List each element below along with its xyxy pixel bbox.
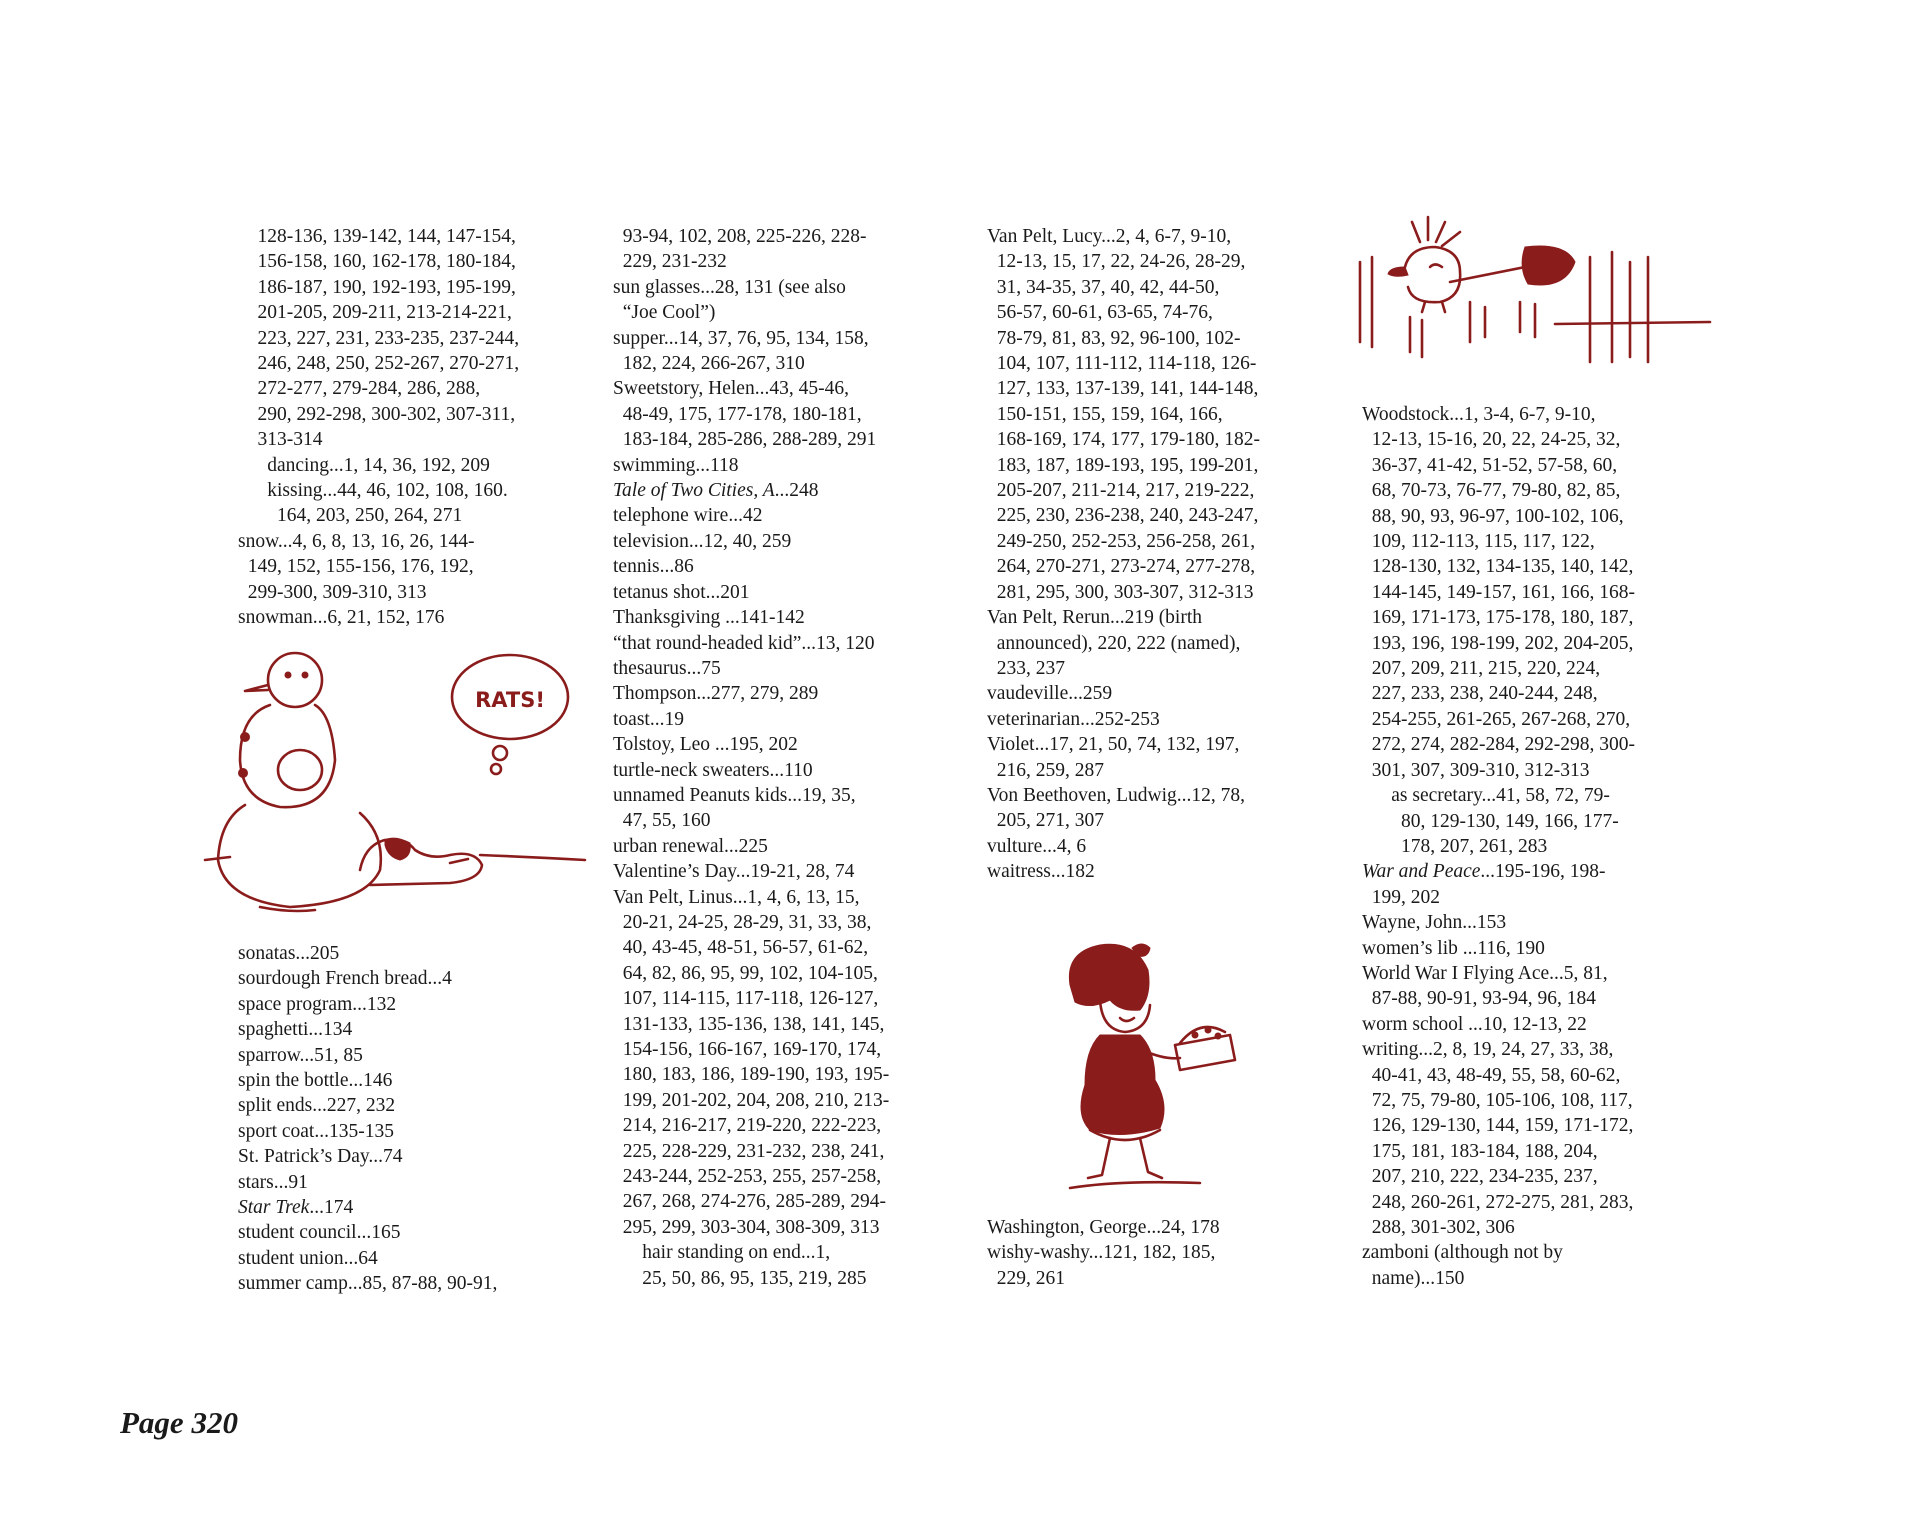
index-line: 246, 248, 250, 252-267, 270-271,	[238, 353, 520, 375]
index-line: Washington, George...24, 178	[987, 1217, 1220, 1238]
index-block	[238, 941, 497, 1297]
index-line: 20-21, 24-25, 28-29, 31, 33, 38,	[613, 911, 872, 933]
index-line: name)...150	[1362, 1267, 1465, 1289]
index-block	[238, 224, 519, 631]
index-line: 78-79, 81, 83, 92, 96-100, 102-	[987, 327, 1241, 349]
index-line: World War I Flying Ace...5, 81,	[1362, 962, 1608, 984]
index-line: 180, 183, 186, 189-190, 193, 195-	[613, 1064, 890, 1086]
index-line: 12-13, 15, 17, 22, 24-26, 28-29,	[987, 251, 1246, 273]
index-line: 223, 227, 231, 233-235, 237-244,	[238, 327, 520, 349]
index-line: 48-49, 175, 177-178, 180-181,	[613, 403, 862, 425]
page-number: Page 320	[120, 1405, 238, 1440]
index-line: swimming...118	[613, 454, 739, 476]
index-line: Von Beethoven, Ludwig...12, 78,	[987, 784, 1245, 806]
index-line: space program...132	[238, 993, 397, 1015]
index-line: 164, 203, 250, 264, 271	[238, 505, 463, 527]
index-line: 249-250, 252-253, 256-258, 261,	[987, 530, 1256, 552]
index-line: vaudeville...259	[987, 683, 1113, 705]
index-line: as secretary...41, 58, 72, 79-	[1362, 785, 1610, 807]
index-line: worm school ...10, 12-13, 22	[1362, 1013, 1587, 1035]
index-line: sourdough French bread...4	[238, 968, 452, 990]
index-line: 281, 295, 300, 303-307, 312-313	[987, 581, 1254, 603]
index-line: 193, 196, 198-199, 202, 204-205,	[1362, 632, 1634, 654]
index-line: War and Peace...195-196, 198-	[1362, 861, 1606, 883]
index-line: snowman...6, 21, 152, 176	[238, 607, 445, 629]
speech-bubble-text: RATS!	[475, 688, 545, 712]
index-block	[1362, 402, 1635, 1291]
index-line: 267, 268, 274-276, 285-289, 294-	[613, 1191, 886, 1213]
index-line: urban renewal...225	[613, 835, 768, 857]
index-line: telephone wire...42	[613, 505, 763, 527]
index-line: Woodstock...1, 3-4, 6-7, 9-10,	[1362, 404, 1596, 425]
index-line: sparrow...51, 85	[238, 1044, 363, 1066]
index-line: thesaurus...75	[613, 657, 721, 679]
index-line: Valentine’s Day...19-21, 28, 74	[613, 861, 855, 883]
index-column-2	[613, 224, 889, 1291]
index-line: Tale of Two Cities, A...248	[613, 480, 819, 502]
index-line: stars...91	[238, 1171, 308, 1193]
index-line: sport coat...135-135	[238, 1120, 394, 1142]
index-line: 272-277, 279-284, 286, 288,	[238, 378, 481, 400]
index-line: 186-187, 190, 192-193, 195-199,	[238, 276, 516, 298]
index-line: 127, 133, 137-139, 141, 144-148,	[987, 378, 1259, 400]
index-line: hair standing on end...1,	[613, 1242, 831, 1264]
index-line: Tolstoy, Leo ...195, 202	[613, 734, 798, 756]
index-line: Violet...17, 21, 50, 74, 132, 197,	[987, 734, 1240, 756]
index-line: 205, 271, 307	[987, 810, 1104, 832]
index-line: 214, 216-217, 219-220, 222-223,	[613, 1115, 882, 1137]
index-line: 183-184, 285-286, 288-289, 291	[613, 429, 877, 451]
index-column-3	[987, 224, 1260, 885]
index-line: 93-94, 102, 208, 225-226, 228-	[613, 226, 867, 247]
index-line: student union...64	[238, 1247, 378, 1269]
index-line: sonatas...205	[238, 943, 340, 964]
index-line: 68, 70-73, 76-77, 79-80, 82, 85,	[1362, 480, 1621, 502]
index-line: women’s lib ...116, 190	[1362, 937, 1545, 959]
index-line: 144-145, 149-157, 161, 166, 168-	[1362, 581, 1635, 603]
index-line: Star Trek...174	[238, 1197, 354, 1219]
index-line: unnamed Peanuts kids...19, 35,	[613, 784, 856, 806]
index-line: 40-41, 43, 48-49, 55, 58, 60-62,	[1362, 1064, 1621, 1086]
index-line: 80, 129-130, 149, 166, 177-	[1362, 810, 1619, 832]
index-line: 233, 237	[987, 657, 1065, 679]
index-line: St. Patrick’s Day...74	[238, 1146, 403, 1168]
index-line: veterinarian...252-253	[987, 708, 1160, 730]
index-line: 150-151, 155, 159, 164, 166,	[987, 403, 1223, 425]
index-block	[613, 224, 889, 1291]
index-line: 36-37, 41-42, 51-52, 57-58, 60,	[1362, 454, 1618, 476]
index-line: tennis...86	[613, 556, 694, 578]
index-line: 264, 270-271, 273-274, 277-278,	[987, 556, 1256, 578]
index-line: 216, 259, 287	[987, 759, 1104, 781]
index-line: 64, 82, 86, 95, 99, 102, 104-105,	[613, 962, 878, 984]
index-line: writing...2, 8, 19, 24, 27, 33, 38,	[1362, 1039, 1614, 1061]
index-line: spaghetti...134	[238, 1019, 353, 1041]
index-line: spin the bottle...146	[238, 1070, 393, 1092]
index-line: 169, 171-173, 175-178, 180, 187,	[1362, 607, 1634, 629]
index-line: sun glasses...28, 131 (see also	[613, 276, 846, 298]
index-line: 31, 34-35, 37, 40, 42, 44-50,	[987, 276, 1220, 298]
index-line: 301, 307, 309-310, 312-313	[1362, 759, 1590, 781]
index-line: 229, 261	[987, 1267, 1065, 1289]
index-line: summer camp...85, 87-88, 90-91,	[238, 1273, 498, 1295]
index-line: 107, 114-115, 117-118, 126-127,	[613, 988, 879, 1010]
index-line: waitress...182	[987, 861, 1095, 883]
index-line: turtle-neck sweaters...110	[613, 759, 813, 781]
index-column-1	[238, 224, 519, 631]
index-column-1-lower	[238, 941, 497, 1297]
index-line: Van Pelt, Linus...1, 4, 6, 13, 15,	[613, 886, 860, 908]
index-line: 201-205, 209-211, 213-214-221,	[238, 302, 512, 324]
index-line: 154-156, 166-167, 169-170, 174,	[613, 1039, 882, 1060]
index-line: 229, 231-232	[613, 251, 727, 273]
index-line: 40, 43-45, 48-51, 56-57, 61-62,	[613, 937, 869, 959]
index-line: Sweetstory, Helen...43, 45-46,	[613, 378, 849, 400]
index-line: 295, 299, 303-304, 308-309, 313	[613, 1216, 880, 1238]
index-line: 109, 112-113, 115, 117, 122,	[1362, 531, 1595, 553]
lucy-cake-illustration	[1030, 940, 1260, 1200]
index-line: 168-169, 174, 177, 179-180, 182-	[987, 429, 1260, 451]
index-line: Thompson...277, 279, 289	[613, 683, 819, 705]
index-line: 299-300, 309-310, 313	[238, 581, 427, 603]
index-line: 12-13, 15-16, 20, 22, 24-25, 32,	[1362, 429, 1621, 451]
index-line: dancing...1, 14, 36, 192, 209	[238, 454, 490, 476]
index-line: 290, 292-298, 300-302, 307-311,	[238, 403, 516, 425]
index-block	[987, 1215, 1220, 1291]
index-line: 182, 224, 266-267, 310	[613, 353, 805, 375]
index-line: 243-244, 252-253, 255, 257-258,	[613, 1166, 882, 1188]
index-line: 199, 201-202, 204, 208, 210, 213-	[613, 1089, 890, 1111]
woodstock-sweeping-illustration	[1350, 212, 1720, 372]
index-line: 254-255, 261-265, 267-268, 270,	[1362, 708, 1631, 730]
index-line: 183, 187, 189-193, 195, 199-201,	[987, 454, 1259, 476]
index-column-4	[1362, 402, 1635, 1291]
index-line: 72, 75, 79-80, 105-106, 108, 117,	[1362, 1089, 1633, 1111]
index-line: snow...4, 6, 8, 13, 16, 26, 144-	[238, 530, 475, 552]
index-line: 104, 107, 111-112, 114-118, 126-	[987, 353, 1257, 375]
index-line: 88, 90, 93, 96-97, 100-102, 106,	[1362, 505, 1624, 527]
index-line: 272, 274, 282-284, 292-298, 300-	[1362, 734, 1635, 756]
index-line: 205-207, 211-214, 217, 219-222,	[987, 480, 1255, 502]
snowman-snoopy-illustration	[200, 645, 590, 925]
index-line: kissing...44, 46, 102, 108, 160.	[238, 480, 508, 502]
index-line: 225, 228-229, 231-232, 238, 241,	[613, 1140, 885, 1162]
index-line: 288, 301-302, 306	[1362, 1217, 1515, 1238]
index-line: 131-133, 135-136, 138, 141, 145,	[613, 1013, 885, 1035]
index-line: 178, 207, 261, 283	[1362, 835, 1548, 857]
index-line: announced), 220, 222 (named),	[987, 632, 1241, 654]
index-line: 199, 202	[1362, 886, 1440, 908]
index-line: tetanus shot...201	[613, 581, 750, 603]
index-line: 207, 210, 222, 234-235, 237,	[1362, 1166, 1598, 1188]
index-line: 87-88, 90-91, 93-94, 96, 184	[1362, 988, 1596, 1010]
index-line: 313-314	[238, 429, 323, 451]
index-line: 126, 129-130, 144, 159, 171-172,	[1362, 1115, 1634, 1137]
index-line: 25, 50, 86, 95, 135, 219, 285	[613, 1267, 867, 1289]
index-line: 227, 233, 238, 240-244, 248,	[1362, 683, 1598, 705]
index-line: 175, 181, 183-184, 188, 204,	[1362, 1140, 1598, 1162]
index-block	[987, 224, 1260, 885]
index-line: toast...19	[613, 708, 684, 730]
index-line: Thanksgiving ...141-142	[613, 607, 805, 629]
index-line: wishy-washy...121, 182, 185,	[987, 1242, 1216, 1264]
index-line: 128-136, 139-142, 144, 147-154,	[238, 226, 516, 247]
index-line: zamboni (although not by	[1362, 1242, 1563, 1264]
index-line: 47, 55, 160	[613, 810, 711, 832]
index-line: Wayne, John...153	[1362, 912, 1507, 934]
index-line: 156-158, 160, 162-178, 180-184,	[238, 251, 516, 273]
index-line: student council...165	[238, 1222, 401, 1244]
index-line: supper...14, 37, 76, 95, 134, 158,	[613, 327, 869, 349]
index-line: “Joe Cool”)	[613, 302, 716, 324]
index-line: split ends...227, 232	[238, 1095, 396, 1117]
index-line: 56-57, 60-61, 63-65, 74-76,	[987, 302, 1213, 324]
index-line: 248, 260-261, 272-275, 281, 283,	[1362, 1191, 1634, 1213]
index-line: television...12, 40, 259	[613, 530, 792, 552]
index-line: 128-130, 132, 134-135, 140, 142,	[1362, 556, 1634, 578]
index-line: Van Pelt, Lucy...2, 4, 6-7, 9-10,	[987, 226, 1232, 247]
index-line: 225, 230, 236-238, 240, 243-247,	[987, 505, 1259, 527]
index-line: 207, 209, 211, 215, 220, 224,	[1362, 658, 1601, 680]
index-line: Van Pelt, Rerun...219 (birth	[987, 607, 1203, 629]
index-column-3-lower	[987, 1215, 1220, 1291]
index-line: vulture...4, 6	[987, 835, 1087, 857]
index-line: “that round-headed kid”...13, 120	[613, 632, 875, 654]
index-line: 149, 152, 155-156, 176, 192,	[238, 556, 474, 578]
